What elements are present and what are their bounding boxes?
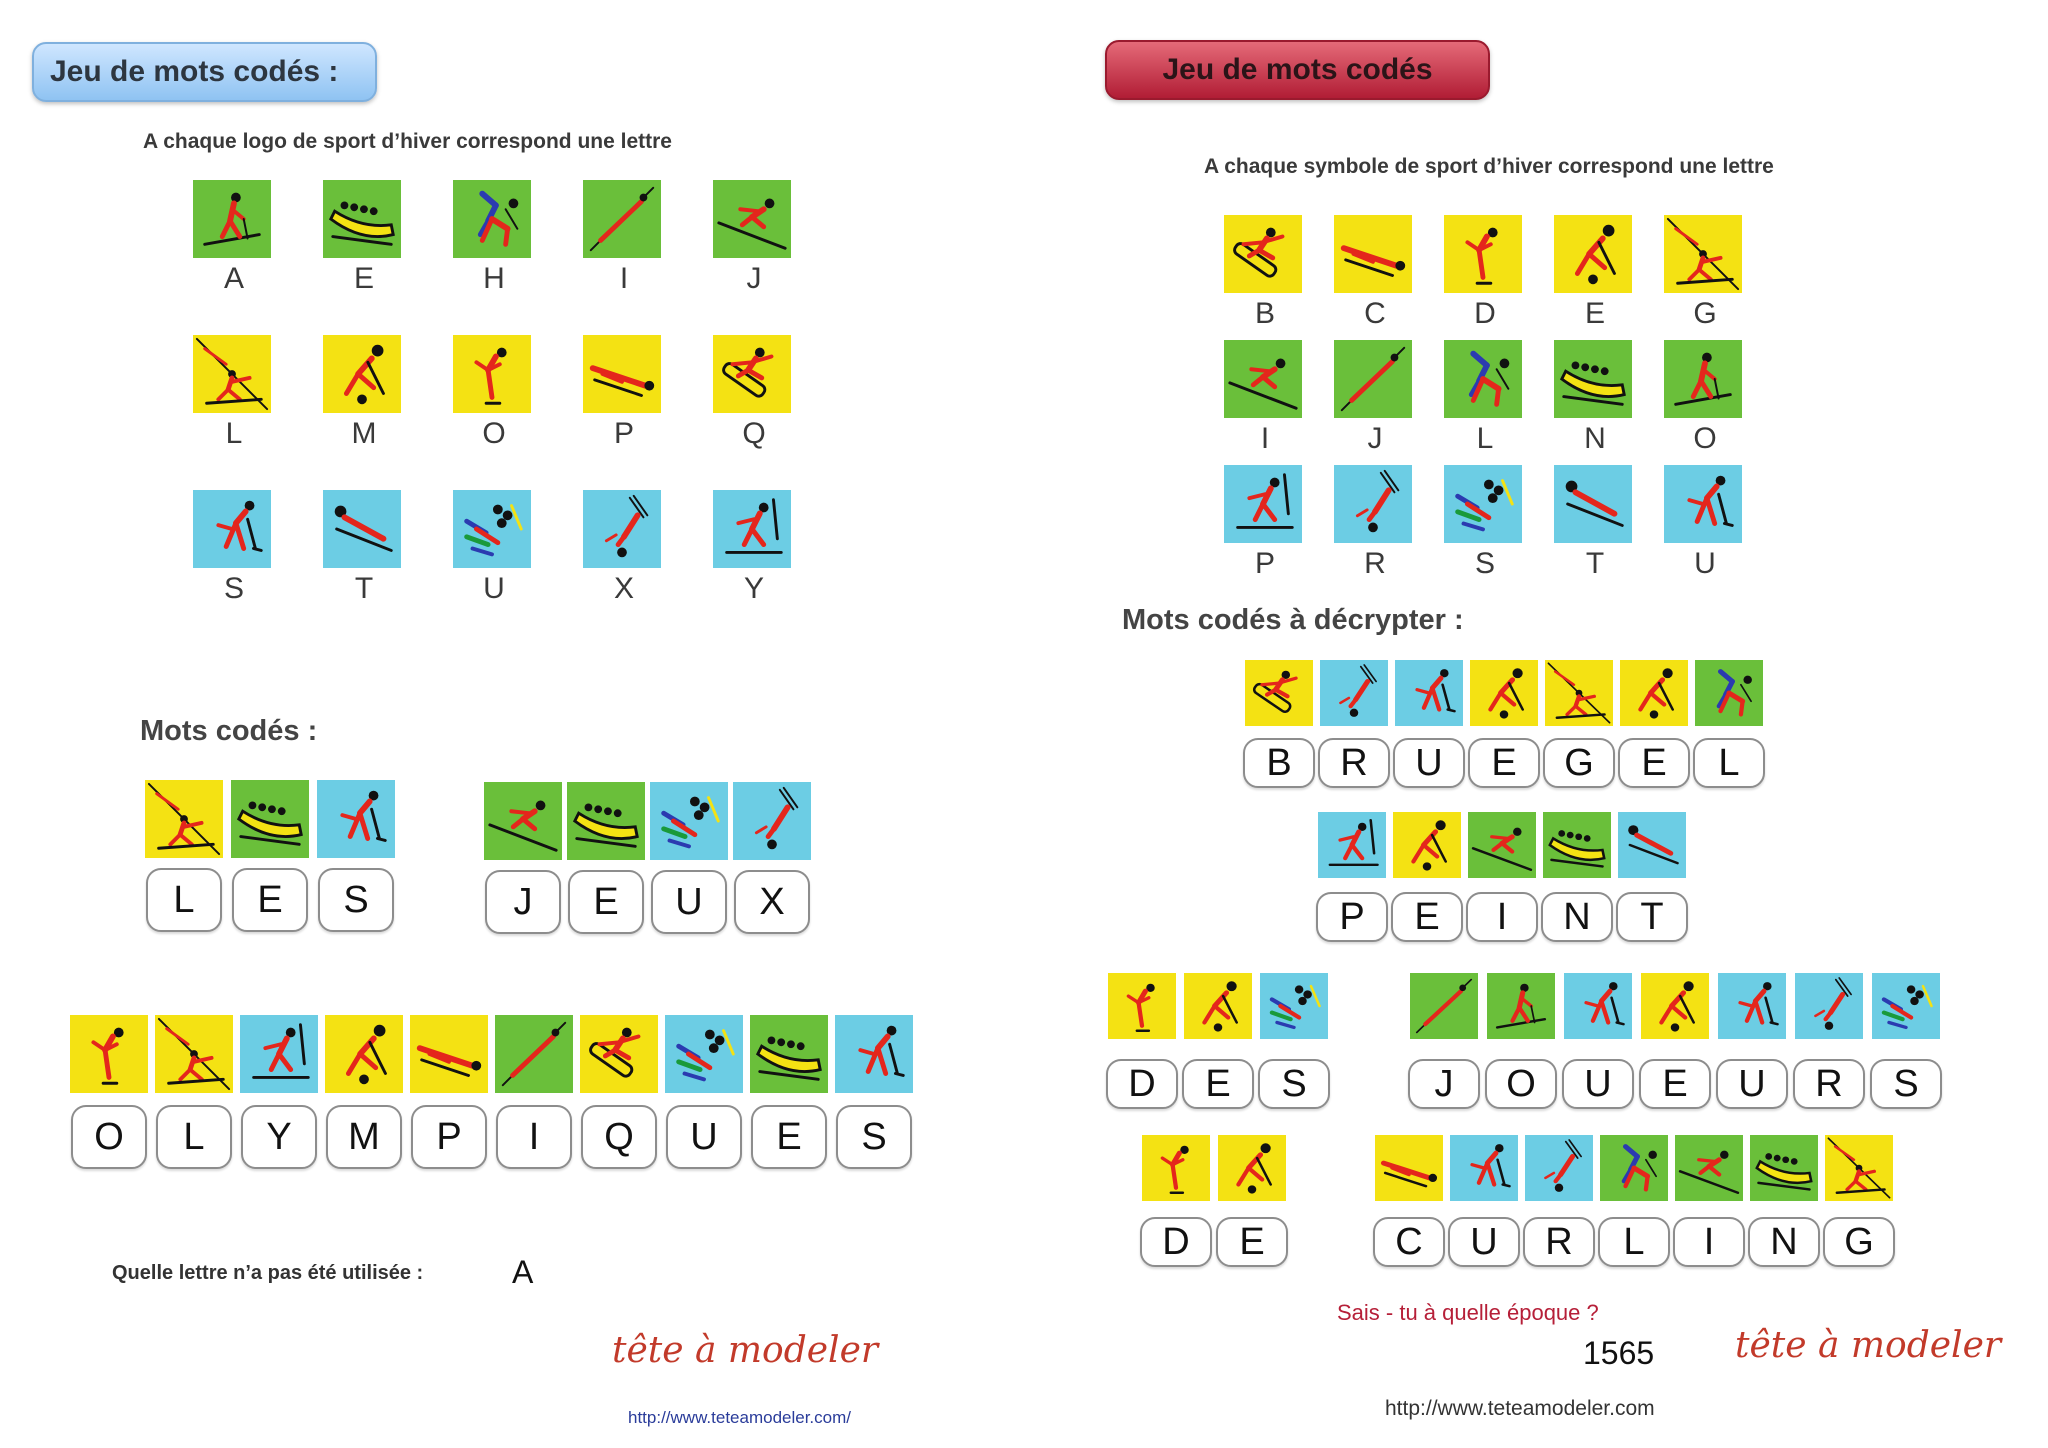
freestyle-aerials-icon xyxy=(583,490,661,568)
bobsleigh-icon xyxy=(1554,340,1632,418)
letter-box[interactable]: L xyxy=(156,1105,232,1169)
speed-skating-icon xyxy=(1872,973,1940,1039)
legend-letter: C xyxy=(1364,297,1386,330)
legend-letter: O xyxy=(1693,422,1717,455)
legend-item xyxy=(193,335,275,455)
letter-box[interactable]: U xyxy=(666,1105,742,1169)
right-title: Jeu de mots codés xyxy=(1105,40,1490,100)
curling-icon xyxy=(323,335,401,413)
legend-item xyxy=(1664,340,1746,460)
ice-hockey-icon xyxy=(1444,340,1522,418)
luge-icon xyxy=(1334,215,1412,293)
left-instruction: A chaque logo de sport d’hiver correspond une lettre xyxy=(143,130,672,153)
letter-box[interactable]: S xyxy=(1258,1059,1330,1109)
legend-letter: L xyxy=(225,417,243,450)
letter-box[interactable]: L xyxy=(1598,1217,1670,1267)
left-title: Jeu de mots codés : xyxy=(32,42,377,102)
ski-jumping-icon xyxy=(1334,340,1412,418)
hockey-player-icon xyxy=(1450,1135,1518,1201)
legend-item xyxy=(193,180,275,300)
left-question: Quelle lettre n’a pas été utilisée : xyxy=(112,1262,424,1284)
letter-box[interactable]: P xyxy=(1316,892,1388,942)
legend-item xyxy=(1224,215,1306,335)
left-answer[interactable]: A xyxy=(512,1254,534,1290)
curling-icon xyxy=(1554,215,1632,293)
biathlon-icon xyxy=(1545,660,1613,726)
legend-item xyxy=(453,490,535,610)
hockey-player-icon xyxy=(835,1015,913,1093)
legend-item xyxy=(583,180,665,300)
legend-letter: P xyxy=(1254,547,1275,580)
curling-icon xyxy=(1218,1135,1286,1201)
letter-box[interactable]: G xyxy=(1543,738,1615,788)
right-answer[interactable]: 1565 xyxy=(1583,1335,1655,1371)
cross-country-skier-icon xyxy=(1664,340,1742,418)
legend-letter: X xyxy=(613,572,634,605)
skeleton-icon xyxy=(1618,812,1686,878)
letter-box[interactable]: N xyxy=(1748,1217,1820,1267)
letter-box[interactable]: U xyxy=(1393,738,1465,788)
ice-hockey-icon xyxy=(1695,660,1763,726)
legend-letter: T xyxy=(354,572,374,605)
legend-letter: T xyxy=(1585,547,1605,580)
legend-letter: J xyxy=(1367,422,1383,455)
legend-letter: Q xyxy=(742,417,766,450)
cross-country-skier-icon xyxy=(1487,973,1555,1039)
legend-letter: E xyxy=(1584,297,1605,330)
letter-box[interactable]: E xyxy=(751,1105,827,1169)
hockey-player-icon xyxy=(1718,973,1786,1039)
legend-letter: S xyxy=(1474,547,1495,580)
snowboard-icon xyxy=(1245,660,1313,726)
legend-item xyxy=(713,335,795,455)
alpine-skier-icon xyxy=(484,782,562,860)
legend-item xyxy=(453,180,535,300)
curling-icon xyxy=(1620,660,1688,726)
letter-box[interactable]: C xyxy=(1373,1217,1445,1267)
right-logo: tête à modeler xyxy=(1735,1325,2002,1366)
right-words-heading: Mots codés à décrypter : xyxy=(1122,604,1464,636)
snowboard-icon xyxy=(713,335,791,413)
legend-item xyxy=(1444,340,1526,460)
legend-item xyxy=(583,490,665,610)
hockey-player-icon xyxy=(1664,465,1742,543)
hockey-player-icon xyxy=(1395,660,1463,726)
cross-country-skier-icon xyxy=(193,180,271,258)
letter-box[interactable]: L xyxy=(146,868,222,932)
letter-box[interactable]: J xyxy=(1408,1059,1480,1109)
letter-box[interactable]: E xyxy=(1182,1059,1254,1109)
bobsleigh-icon xyxy=(231,780,309,858)
legend-item xyxy=(1554,340,1636,460)
ice-hockey-icon xyxy=(1600,1135,1668,1201)
biathlon-icon xyxy=(155,1015,233,1093)
legend-letter: D xyxy=(1474,297,1496,330)
legend-item xyxy=(1554,215,1636,335)
curling-icon xyxy=(325,1015,403,1093)
letter-box[interactable]: E xyxy=(232,868,308,932)
legend-item xyxy=(583,335,665,455)
skeleton-icon xyxy=(1554,465,1632,543)
letter-box[interactable]: J xyxy=(485,870,561,934)
luge-icon xyxy=(410,1015,488,1093)
alpine-skier-icon xyxy=(1224,340,1302,418)
biathlon-icon xyxy=(145,780,223,858)
letter-box[interactable]: T xyxy=(1616,892,1688,942)
bobsleigh-icon xyxy=(323,180,401,258)
letter-box[interactable]: R xyxy=(1318,738,1390,788)
nordic-combined-icon xyxy=(1224,465,1302,543)
legend-letter: U xyxy=(483,572,505,605)
legend-item xyxy=(1334,340,1416,460)
legend-item xyxy=(1224,340,1306,460)
letter-box[interactable]: R xyxy=(1793,1059,1865,1109)
legend-item xyxy=(1444,215,1526,335)
legend-letter: A xyxy=(223,262,244,295)
letter-box[interactable]: E xyxy=(1216,1217,1288,1267)
left-url[interactable]: http://www.teteamodeler.com/ xyxy=(628,1408,851,1427)
legend-item xyxy=(323,490,405,610)
letter-box[interactable]: O xyxy=(71,1105,147,1169)
speed-skating-icon xyxy=(1260,973,1328,1039)
speed-skating-icon xyxy=(665,1015,743,1093)
legend-letter: R xyxy=(1364,547,1386,580)
legend-item xyxy=(1664,465,1746,585)
letter-box[interactable]: I xyxy=(1673,1217,1745,1267)
legend-letter: M xyxy=(351,417,377,450)
bobsleigh-icon xyxy=(750,1015,828,1093)
luge-icon xyxy=(583,335,661,413)
letter-box[interactable]: D xyxy=(1140,1217,1212,1267)
letter-box[interactable]: N xyxy=(1541,892,1613,942)
luge-icon xyxy=(1375,1135,1443,1201)
letter-box[interactable]: L xyxy=(1693,738,1765,788)
letter-box[interactable]: G xyxy=(1823,1217,1895,1267)
letter-box[interactable]: Q xyxy=(581,1105,657,1169)
curling-icon xyxy=(1184,973,1252,1039)
speed-skating-icon xyxy=(650,782,728,860)
hockey-player-icon xyxy=(193,490,271,568)
letter-box[interactable]: P xyxy=(411,1105,487,1169)
figure-skating-icon xyxy=(453,335,531,413)
letter-box[interactable]: M xyxy=(326,1105,402,1169)
legend-item xyxy=(1334,465,1416,585)
right-url[interactable]: http://www.teteamodeler.com xyxy=(1385,1397,1655,1420)
legend-item xyxy=(1334,215,1416,335)
legend-letter: S xyxy=(223,572,244,605)
figure-skating-icon xyxy=(1142,1135,1210,1201)
freestyle-aerials-icon xyxy=(733,782,811,860)
figure-skating-icon xyxy=(70,1015,148,1093)
letter-box[interactable]: Y xyxy=(241,1105,317,1169)
legend-letter: P xyxy=(613,417,634,450)
nordic-combined-icon xyxy=(1318,812,1386,878)
legend-letter: U xyxy=(1694,547,1716,580)
alpine-skier-icon xyxy=(713,180,791,258)
speed-skating-icon xyxy=(453,490,531,568)
letter-box[interactable]: S xyxy=(318,868,394,932)
speed-skating-icon xyxy=(1444,465,1522,543)
legend-letter: E xyxy=(353,262,374,295)
ski-jumping-icon xyxy=(495,1015,573,1093)
curling-icon xyxy=(1641,973,1709,1039)
nordic-combined-icon xyxy=(240,1015,318,1093)
legend-letter: I xyxy=(619,262,629,295)
left-logo: tête à modeler xyxy=(612,1330,879,1371)
bobsleigh-icon xyxy=(1750,1135,1818,1201)
curling-icon xyxy=(1470,660,1538,726)
curling-icon xyxy=(1393,812,1461,878)
figure-skating-icon xyxy=(1108,973,1176,1039)
hockey-player-icon xyxy=(317,780,395,858)
letter-box[interactable]: X xyxy=(734,870,810,934)
legend-item xyxy=(713,490,795,610)
letter-box[interactable]: U xyxy=(651,870,727,934)
letter-box[interactable]: I xyxy=(496,1105,572,1169)
nordic-combined-icon xyxy=(713,490,791,568)
snowboard-icon xyxy=(580,1015,658,1093)
legend-letter: Y xyxy=(743,572,764,605)
legend-letter: B xyxy=(1254,297,1275,330)
letter-box[interactable]: S xyxy=(1870,1059,1942,1109)
letter-box[interactable]: E xyxy=(1391,892,1463,942)
freestyle-aerials-icon xyxy=(1795,973,1863,1039)
right-instruction: A chaque symbole de sport d’hiver correspond une lettre xyxy=(1204,155,1774,178)
legend-item xyxy=(713,180,795,300)
letter-box[interactable]: E xyxy=(1618,738,1690,788)
legend-item xyxy=(193,490,275,610)
legend-item xyxy=(323,180,405,300)
legend-letter: L xyxy=(1476,422,1494,455)
hockey-player-icon xyxy=(1564,973,1632,1039)
alpine-skier-icon xyxy=(1675,1135,1743,1201)
legend-letter: N xyxy=(1584,422,1606,455)
legend-letter: I xyxy=(1260,422,1270,455)
legend-letter: G xyxy=(1693,297,1717,330)
legend-item xyxy=(323,335,405,455)
bobsleigh-icon xyxy=(567,782,645,860)
ice-hockey-icon xyxy=(453,180,531,258)
letter-box[interactable]: R xyxy=(1523,1217,1595,1267)
legend-letter: H xyxy=(483,262,505,295)
figure-skating-icon xyxy=(1444,215,1522,293)
legend-item xyxy=(1664,215,1746,335)
letter-box[interactable]: U xyxy=(1562,1059,1634,1109)
biathlon-icon xyxy=(1664,215,1742,293)
skeleton-icon xyxy=(323,490,401,568)
letter-box[interactable]: E xyxy=(568,870,644,934)
legend-item xyxy=(1224,465,1306,585)
freestyle-aerials-icon xyxy=(1525,1135,1593,1201)
freestyle-aerials-icon xyxy=(1334,465,1412,543)
letter-box[interactable]: U xyxy=(1716,1059,1788,1109)
letter-box[interactable]: S xyxy=(836,1105,912,1169)
biathlon-icon xyxy=(1825,1135,1893,1201)
letter-box[interactable]: E xyxy=(1468,738,1540,788)
left-words-heading: Mots codés : xyxy=(140,715,318,747)
snowboard-icon xyxy=(1224,215,1302,293)
right-question: Sais - tu à quelle époque ? xyxy=(1337,1300,1599,1325)
legend-item xyxy=(1444,465,1526,585)
letter-box[interactable]: U xyxy=(1448,1217,1520,1267)
letter-box[interactable]: I xyxy=(1466,892,1538,942)
ski-jumping-icon xyxy=(583,180,661,258)
legend-letter: J xyxy=(746,262,762,295)
ski-jumping-icon xyxy=(1410,973,1478,1039)
letter-box[interactable]: B xyxy=(1243,738,1315,788)
letter-box[interactable]: D xyxy=(1106,1059,1178,1109)
letter-box[interactable]: O xyxy=(1485,1059,1557,1109)
legend-item xyxy=(453,335,535,455)
alpine-skier-icon xyxy=(1468,812,1536,878)
bobsleigh-icon xyxy=(1543,812,1611,878)
biathlon-icon xyxy=(193,335,271,413)
legend-letter: O xyxy=(482,417,506,450)
freestyle-aerials-icon xyxy=(1320,660,1388,726)
letter-box[interactable]: E xyxy=(1639,1059,1711,1109)
legend-item xyxy=(1554,465,1636,585)
